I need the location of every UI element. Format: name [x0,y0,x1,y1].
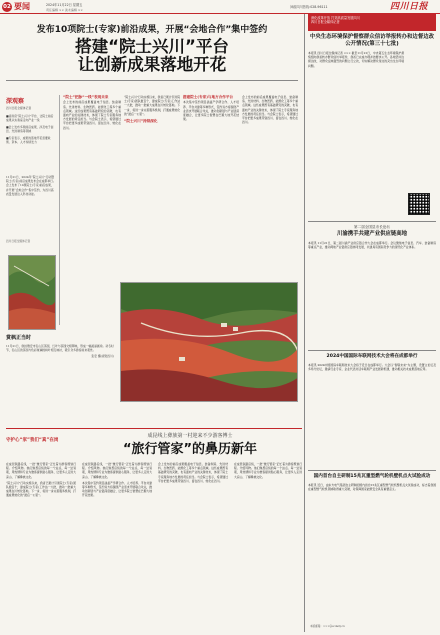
newspaper-logo: 四川日报 [390,2,429,12]
divider [308,350,436,351]
bottom-body-text: 在成昆铁路沿线，一批“旅行管家”正忙着为游客规划行程、介绍风物。他们熟悉沿线的每一个站点、每一处景观，用热情和专业为旅客提供贴心服务，让更多人走进大凉山、了解彝族文化。 [6,462,76,479]
lead-intro-text: 11月21日，2024年“院士兴川”行动暨院士(专家)前沿成果发布会在成都举行。会上发布了10项院士(专家)前沿成果，并开展“会地合作”集中签约，为四川高质量发展注入科技动能。 [6,175,56,196]
hotline-text: 问政四川热线:028-96111 [290,5,328,9]
page-number-badge: 02 [3,4,11,10]
lead-body-column [183,95,239,280]
bottom-headline: “旅行管家”的鼻历新年 [122,442,258,457]
issue-date: 2024年11月22日 星期五 [46,3,83,7]
lead-byline: 四川日报全媒体记者 [6,239,31,243]
column-divider [304,14,305,632]
masthead [0,0,440,14]
lead-headline-line2: 让创新成果落地开花 [77,55,227,74]
right-story-body: 本报讯 近日，由东方电气集团自主研制的国内首台15兆瓦重型燃气轮机整机点火试验成功，标志着我国在重型燃气轮机领域取得重大突破，对保障国家能源安全具有重要意义。 [308,482,436,492]
commentary-bullet: ■省政府“院士兴川”平台，让院士前沿成果从实验室走向产业一线 [6,113,54,122]
photo-credit: 张宏 摄(视觉四川) [91,354,114,359]
right-story-body: 本报讯 四川日报全媒体记者 ××× 截至11月21日，中央第五生态环境保护督察组向我省转办群众信访举报件，我省已完成办理并按要求公开。各地坚持边督边改，对群众反映强烈的问题立行立改，切实解决群众身边的突出生态环境问题。 [308,51,404,68]
commentary-title: 深观察 [6,98,25,105]
right-story-2 [308,225,436,249]
lead-headline [6,38,298,74]
right-story-body: 本报讯 2024中国国际车联网技术大会将于近日在成都举行。大会以“智联未来”为主题，设置主论坛及多场分论坛，邀请行业专家、企业代表共话车联网产业发展新机遇，推动相关技术成果落地应用。 [308,362,436,372]
bottom-column-label: 守护心“家”我们“真”在岗 [6,438,59,443]
right-story-body: 本报讯 11月21日，第二届川渝产业供应链合作大会在成都举行。会议聚焦电子信息、汽车、装备制造等重点产业，推动两地产业链供应链协同发展，共建具有国际竞争力的现代化产业体系。 [308,240,436,250]
lead-body-text: “院士兴川”行动实施以来，我省已累计引进院士(专家)团队数百个，建成院士(专家)工作站一大批，推动一批重大成果在川转化落地。下一步，将进一步完善服务机制，打通成果转化的“最后一公里”。 [124,95,181,116]
bottom-body-column [82,462,152,622]
page-footer: 本版邮箱：×××@scdaily.cn [310,625,345,628]
lead-kicker: 发布10项院士(专家)前沿成果，开展“会地合作”集中签约 [36,25,268,35]
bottom-body-text: “院士兴川”行动实施以来，我省已累计引进院士(专家)团队数百个，建成院士(专家)工作站一大批，推动一批重大成果在川转化落地。下一步，将进一步完善服务机制，打通成果转化的“最后一公里”。 [6,480,76,498]
tea-garden-photo [8,255,56,330]
lead-body-text: 会上发布的前沿成果覆盖电子信息、装备制造、先进材料、生物医药、能源化工等多个重点领域。这些成果既有基础研究的突破，也有面向产业的关键技术，体现了院士专家服务地方发展的责任担当。与会院士表示，希望通过平台把更多成果带到四川、留在四川、转化在四川。 [63,100,121,130]
right-story-headline: 中央生态环境保护督察群众信访举报转办和边督边改公开情况(第三十七批) [310,34,434,48]
bottom-kicker: 成昆线上彝族第一村迎来不少游客博士 [147,433,233,439]
lead-body-column [242,95,298,280]
right-story-headline: 川渝携手共建产业供应链高地 [336,230,408,237]
lead-body-column [124,95,180,280]
right-story-3 [308,354,436,371]
commentary-bullet: ■会上发布多项前沿成果，涉及电子信息、先进制造等领域 [6,124,54,133]
bottom-body-column [6,462,76,622]
right-story-headline: 2024中国国际车联网技术大会将在成都举行 [326,354,418,359]
right-story-kicker: 第二届全国县市长论坛 [354,225,390,229]
divider [308,470,436,471]
bottom-body-text: 在成昆铁路沿线，一批“旅行管家”正忙着为游客规划行程、介绍风物。他们熟悉沿线的每一个站点、每一处景观，用热情和专业为旅客提供贴心服务，让更多人走进大凉山、了解彝族文化。 [234,462,302,479]
lead-subhead: “院士兴川”持续深化 [124,118,158,123]
section-title: 要闻 [14,2,30,11]
lead-body-text: 会上发布的前沿成果覆盖电子信息、装备制造、先进材料、生物医药、能源化工等多个重点领域。这些成果既有基础研究的突破，也有面向产业的关键技术，体现了院士专家服务地方发展的责任担当。与会院士表示，希望通过平台把更多成果带到四川、留在四川、转化在四川。 [242,95,298,125]
column-divider [59,95,60,325]
lead-subhead: “院士”把脉“一线”表现未来 [63,95,109,99]
bottom-body-column [158,462,228,622]
lead-subhead: 搭建院士(专家)与地方合作平台 [183,95,234,99]
lead-headline-line1: 搭建“院士兴川”平台 [75,37,229,56]
right-story-1 [308,34,436,68]
photo-caption-text: 11月21日，航拍雅安市名山区茶园，红叶与茶园交相辉映，形成一幅美丽画卷。初冬时节，名山区的茶园与色彩斑斓的枫叶相互映衬，吸引众多游客前来观赏。 [6,343,114,352]
bottom-body-text: 在成昆铁路沿线，一批“旅行管家”正忙着为游客规划行程、介绍风物。他们熟悉沿线的每一个站点、每一处景观，用热情和专业为旅客提供贴心服务，让更多人走进大凉山、了解彝族文化。 [82,462,152,479]
lead-body-column [63,95,121,285]
right-story-headline: 国内首台自主研制15兆瓦重型燃气轮机壁机点火试验成功 [313,474,431,479]
qr-code [408,193,430,215]
lead-body-text: 本次集中签约项目涵盖产学研合作、人才培养、平台共建等多种形式，签约双方将围绕产业需求开展联合攻关，推动创新链与产业链深度融合，让更多院士智慧在巴蜀大地开花结果。 [183,100,239,122]
bottom-body-text: 会上发布的前沿成果覆盖电子信息、装备制造、先进材料、生物医药、能源化工等多个重点领域。这些成果既有基础研究的突破，也有面向产业的关键技术，体现了院士专家服务地方发展的责任担当。与会院士表示，希望通过平台把更多成果带到四川、留在四川、转化在四川。 [158,462,228,483]
commentary-subtitle: 四川日报全媒体记者 [6,106,32,111]
editor-credit: 责任编辑 ×× 美术编辑 ×× [46,7,83,12]
right-story-4 [308,474,436,491]
commentary-box [6,98,56,144]
commentary-bullet: ■专家表示，成果的落地开花需要政策、资本、人才持续发力 [6,136,51,145]
right-banner-sub: 四川日报全媒体记者 [311,20,340,25]
divider [308,221,436,222]
right-banner-title: 深化改革开放 打造高质量发展四川 [311,16,360,20]
right-banner [308,14,436,31]
photo-caption-title: 赏枫正当时 [6,335,32,341]
photo-caption [6,335,114,358]
divider [6,80,298,81]
divider [6,428,302,429]
bottom-body-column [234,462,302,622]
bottom-body-text: 本次集中签约项目涵盖产学研合作、人才培养、平台共建等多种形式，签约双方将围绕产业需求开展联合攻关，推动创新链与产业链深度融合，让更多院士智慧在巴蜀大地开花结果。 [82,480,152,498]
aerial-photo-maple-tea [120,282,298,402]
